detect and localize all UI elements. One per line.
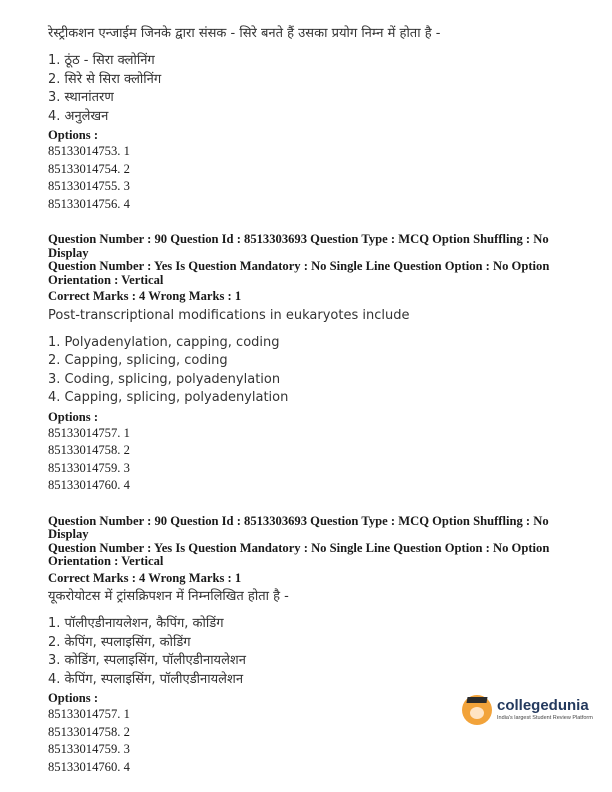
question-text: यूकरोयोटस में ट्रांसक्रिपशन में निम्नलिखित होता है - bbox=[48, 589, 289, 604]
option-code: 85133014757. 1 bbox=[48, 425, 130, 440]
option-code: 85133014760. 4 bbox=[48, 478, 130, 492]
choice-item: 2. Capping, splicing, coding bbox=[48, 353, 228, 368]
choice-list bbox=[48, 52, 588, 126]
option-code: 85133014759. 3 bbox=[48, 742, 130, 756]
question-text: Post-transcriptional modifications in eukaryotes include bbox=[48, 307, 410, 323]
choice-list bbox=[48, 334, 588, 408]
marks-line: Correct Marks : 4 Wrong Marks : 1 bbox=[48, 289, 242, 303]
choice-item: 4. अनुलेखन bbox=[48, 108, 109, 124]
choice-item: 4. केपिंग, स्पलाइसिंग, पॉलीएडीनायलेशन bbox=[48, 671, 244, 687]
choice-item: 1. पॉलीएडीनायलेशन, कैपिंग, कोडिंग bbox=[48, 616, 224, 631]
option-code: 85133014760. 4 bbox=[48, 759, 130, 774]
choice-item: 3. Coding, splicing, polyadenylation bbox=[48, 371, 281, 387]
question-header-line: Question Number : 90 Question Id : 8513303693 Question Type : MCQ Option Shuffling : No Display bbox=[48, 232, 549, 260]
logo-name: collegedunia bbox=[497, 697, 589, 714]
option-code: 85133014758. 2 bbox=[48, 443, 130, 457]
options-label: Options : bbox=[48, 128, 99, 142]
question-header-line: Question Number : 90 Question Id : 8513303693 Question Type : MCQ Option Shuffling : No Display bbox=[48, 513, 549, 541]
choice-list bbox=[48, 615, 588, 689]
question-block-3 bbox=[48, 515, 588, 777]
choice-item: 2. सिरे से सिरा क्लोनिंग bbox=[48, 71, 162, 87]
option-code: 85133014753. 1 bbox=[48, 144, 130, 158]
document-page bbox=[48, 22, 588, 776]
question-header-line: Orientation : Vertical bbox=[48, 272, 164, 287]
marks-line: Correct Marks : 4 Wrong Marks : 1 bbox=[48, 570, 242, 585]
choice-item: 4. Capping, splicing, polyadenylation bbox=[48, 390, 289, 405]
choice-item: 1. ठूंठ - सिरा क्लोनिंग bbox=[48, 53, 155, 68]
question-header-line: Orientation : Vertical bbox=[48, 554, 164, 568]
choice-item: 1. Polyadenylation, capping, coding bbox=[48, 334, 280, 350]
graduate-mascot-icon bbox=[462, 695, 492, 725]
options-label: Options : bbox=[48, 691, 99, 705]
option-code: 85133014756. 4 bbox=[48, 196, 130, 211]
options-label: Options : bbox=[48, 409, 99, 424]
choice-item: 3. कोडिंग, स्पलाइसिंग, पॉलीएडीनायलेशन bbox=[48, 653, 246, 668]
option-code: 85133014755. 3 bbox=[48, 179, 130, 193]
option-code: 85133014758. 2 bbox=[48, 724, 130, 739]
question-header-line: Question Number : Yes Is Question Mandatory : No Single Line Question Option : No Option bbox=[48, 540, 550, 555]
question-header-line: Question Number : Yes Is Question Mandatory : No Single Line Question Option : No Option bbox=[48, 259, 550, 273]
option-code: 85133014759. 3 bbox=[48, 460, 130, 475]
choice-item: 3. स्थानांतरण bbox=[48, 90, 114, 105]
question-block-2 bbox=[48, 233, 588, 495]
option-code: 85133014754. 2 bbox=[48, 161, 130, 176]
option-code: 85133014757. 1 bbox=[48, 707, 130, 721]
collegedunia-logo bbox=[462, 688, 602, 732]
logo-text bbox=[497, 698, 593, 722]
question-block-1 bbox=[48, 24, 588, 213]
choice-item: 2. केपिंग, स्पलाइसिंग, कोडिंग bbox=[48, 634, 191, 650]
logo-tagline: India's largest Student Review Platform bbox=[497, 715, 593, 721]
question-text: रेस्ट्रीकशन एन्जाईम जिनके द्वारा संसक - सिरे बनते हैं उसका प्रयोग निम्न में होता है - bbox=[48, 26, 441, 41]
